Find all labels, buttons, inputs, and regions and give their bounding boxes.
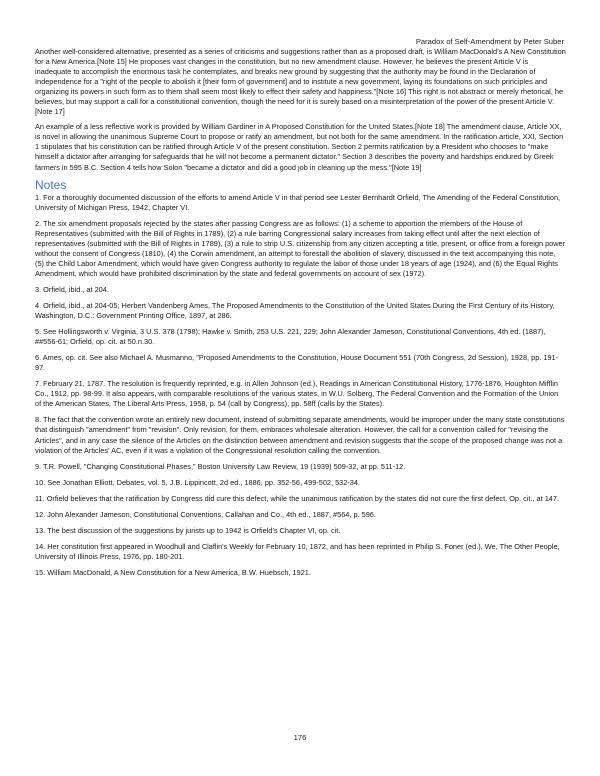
note-14: 14. Her constitution first appeared in Woodhull and Claflin's Weekly for February 10, 1872, and has been reprinted in Philip S. Foner (ed.), We, The Other People, University of Illinois Press, 1976, pp. 180-201.	[35, 541, 560, 561]
note-5: 5. See Hollingsworth v. Virginia, 3 U.S. 378 (1798); Hawke v. Smith, 253 U.S. 221, 229; John Alexander Jameson, Constitutional Conventions, 4th ed. (1887), ##556-61; Orfield, op. cit. at 50.n.30.	[35, 327, 546, 347]
body-paragraph-2: An example of a less reflective work is provided by William Gardiner in A Proposed Constitution for the United States.[Note 18] The amendment clause, Article XX, is novel in allowing the unanimous Supreme Court to propose or ratify an amendment, but not both for the same amendment. In the ratification article, XXI, Section 1 stipulates that his constitution can be ratified through Article V of the present constitution. Section 2 permits ratification by a President who chooses to "make himself a dictator after arranging for safeguards that he will not become a permanent dictator." Section 3 describes the poverty and hardships endured by Greek farmers in 595 B.C. Section 4 tells how Solon "became a dictator and did a good job in cleaning up the mess."[Note 19]	[35, 122, 564, 172]
note-15: 15. William MacDonald, A New Constitution for a New America, B.W. Huebsch, 1921.	[35, 567, 311, 577]
note-9: 9. T.R. Powell, "Changing Constitutional Phases," Boston University Law Review, 19 (1939) 509-32, at pp. 511-12.	[35, 461, 406, 471]
note-6: 6. Ames, op. cit. See also Michael A. Musmanno, "Proposed Amendments to the Constitution, House Document 551 (70th Congress, 2d Session), 1928, pp. 191-97.	[35, 353, 559, 373]
running-header: Paradox of Self-Amendment by Peter Suber	[415, 37, 564, 46]
note-7: 7. February 21, 1787. The resolution is frequently reprinted, e.g. in Allen Johnson (ed.), Readings in American Constitutional History, 1776-1876, Houghton Mifflin Co., 1912, pp. 98-99. It also appears, with comparable resolutions of the various states, in W.U. Solberg, The Federal Convention and the Formation of the Union of the American States, The Liberal Arts Press, 1958, p. 54 (call by Congress), pp. 58ff (calls by the States).	[35, 379, 559, 409]
notes-heading: Notes	[35, 177, 67, 192]
note-1: 1. For a thoroughly documented discussion of the efforts to amend Article V in that period see Lester Bernhardt Orfield, The Amending of the Federal Constitution, University of Michigan Press, 1942, Chapter VI.	[35, 192, 561, 212]
note-12: 12. John Alexander Jameson, Constitutional Conventions, Callahan and Co., 4th ed., 1887, #564, p. 596.	[35, 509, 376, 519]
page-number: 176	[293, 733, 307, 742]
note-3: 3. Orfield, ibid., at 204.	[35, 284, 109, 294]
body-paragraph-1: Another well-considered alternative, presented as a series of criticisms and suggestions rather than as a proposed draft, is William MacDonald's A New Constitution for a New America.[Note 15] He proposes vast changes in the constitution, but no new amendment clause. However, he believes the present Article V is inadequate to accomplish the enormous task he contemplates, and breaks new ground by suggesting that the authority may be found in the Declaration of Independence for a "right of the people to abolish it [their form of government] and to institute a new government, laying its foundations on such principles and organizing its powers in such form as to them shall seem most likely to effect their safety and happiness."[Note 16] This right is not abstract or merely rhetorical, he believes, but may support a call for a constitutional convention, though the need for it is surely based on a misinterpretation of the power of the present Article V.[Note 17]	[35, 47, 566, 117]
note-2: 2. The six amendment proposals rejected by the states after passing Congress are as follows: (1) a scheme to apportion the members of the House of Representatives (submitted with the Bill of Rights in 1789), (2) a rule barring Congressional salary increases from taking effect until after the next election of representatives (submitted with the Bill of Rights in 1789), (3) a rule to strip U.S. citizenship from any citizen accepting a title, present, or office from a foreign power without the consent of Congress (1810), (4) the Corwin amendment, an attempt to forestall the abolition of slavery, discussed in the text accompanying this note, (5) the Child Labor Amendment, which would have given Congress authority to regulate the labor of those under 18 years of age (1924), and (6) the Equal Rights Amendment, which would have prohibited discrimination by the state and federal governments on account of sex (1972).	[35, 218, 566, 278]
note-8: 8. The fact that the convention wrote an entirely new document, instead of submitting separate amendments, would be improper under the many state constitutions that distinguish "amendment" from "revision". Only revision, for them, embraces wholesale alteration. However, the call for a convention called for "revising the Articles", and in any case the silence of the Articles on the distinction between amendment and revision suggests that the scope of the proposed change was not a violation of the Articles' AC, even if it was a violation of the Congressional resolution calling the convention.	[35, 415, 565, 455]
note-11: 11. Orfield believes that the ratification by Congress did cure this defect, while the unanimous ratification by the states did not cure the first defect. Op. cit., at 147.	[35, 493, 559, 503]
note-4: 4. Orfield, ibid., at 204-05; Herbert Vandenberg Ames, The Proposed Amendments to the Constitution of the United States During the First Century of its History, Washington, D.C.: Government Printing Office, 1897, at 286.	[35, 300, 555, 321]
note-10: 10. See Jonathan Elliott, Debates, vol. 5, J.B. Lippincott, 2d ed., 1886, pp. 352-56, 499-502, 532-34.	[35, 477, 360, 487]
document-page	[35, 0, 566, 584]
note-13: 13. The best discussion of the suggestions by jurists up to 1942 is Orfield's Chapter VI, op. cit.	[35, 525, 341, 535]
